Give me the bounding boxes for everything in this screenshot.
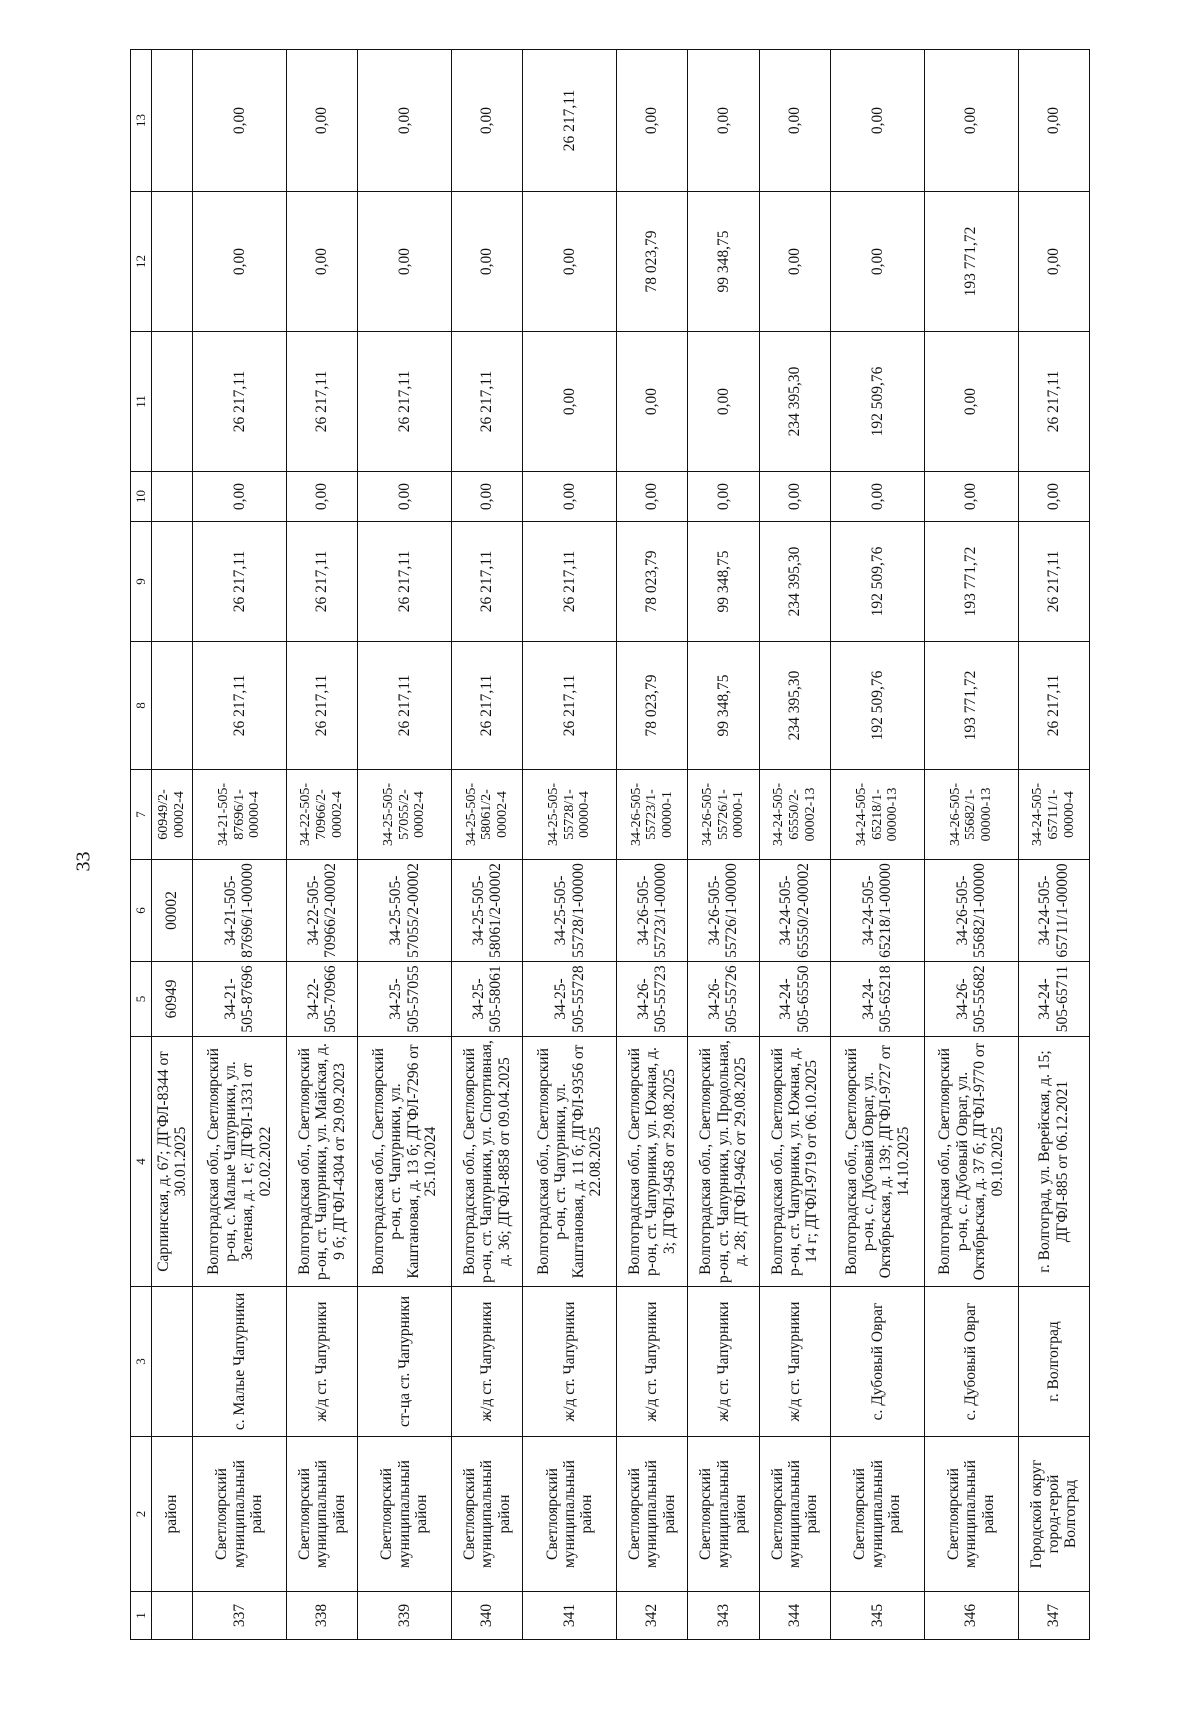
cell: 0,00 (193, 50, 287, 192)
cell (152, 332, 193, 472)
cell: 337 (193, 1592, 287, 1640)
cell: 0,00 (830, 50, 924, 192)
cell: ж/д ст. Чапурники (286, 1287, 357, 1437)
cell: 0,00 (830, 472, 924, 522)
col-number: 8 (131, 642, 152, 770)
cell: 0,00 (759, 192, 830, 332)
cell: 0,00 (358, 192, 452, 332)
cell (152, 192, 193, 332)
col-number: 1 (131, 1592, 152, 1640)
cell: ст-ца ст. Чапурники (358, 1287, 452, 1437)
col-number: 10 (131, 472, 152, 522)
cell: Волгоградская обл., Светлоярский р-он, с. Дубовый Овраг, ул. Октябрьская, д. 139; ДГФЛ-9727 от 14.10.2025 (830, 1037, 924, 1287)
cell: 34-24-505-65550/2-00002 (759, 860, 830, 962)
table-row (617, 50, 688, 1640)
cell: г. Волгоград, ул. Верейская, д. 15; ДГФЛ-885 от 06.12.2021 (1018, 1037, 1089, 1287)
cell: 344 (759, 1592, 830, 1640)
cell: 192 509,76 (830, 642, 924, 770)
cell: 193 771,72 (924, 192, 1018, 332)
cell: 192 509,76 (830, 522, 924, 642)
cell: Волгоградская обл., Светлоярский р-он, ст. Чапурники, ул. Майская, д. 9 б; ДГФЛ-4304 от 29.09.2023 (286, 1037, 357, 1287)
cell: Светлоярский муниципальный район (617, 1437, 688, 1592)
table-row (523, 50, 617, 1640)
cell: 34-25-505-55728/1-00000 (523, 860, 617, 962)
rotated-table-wrapper (130, 50, 1090, 1640)
col-number: 9 (131, 522, 152, 642)
cell: 0,00 (1018, 50, 1089, 192)
cell (152, 1287, 193, 1437)
cell: 34-26-505-55682/1-00000 (924, 860, 1018, 962)
cell: 26 217,11 (523, 642, 617, 770)
cell: 0,00 (688, 472, 759, 522)
col-number: 4 (131, 1037, 152, 1287)
cell: 34-25-505-55728 (523, 962, 617, 1037)
cell: 0,00 (523, 332, 617, 472)
cell: 60949 (152, 962, 193, 1037)
cell: 341 (523, 1592, 617, 1640)
cell: 34-26-505-55682 (924, 962, 1018, 1037)
cell: 78 023,79 (617, 642, 688, 770)
cell: Светлоярский муниципальный район (523, 1437, 617, 1592)
table-row (286, 50, 357, 1640)
column-number-row (131, 50, 152, 1640)
cell: 26 217,11 (1018, 332, 1089, 472)
cell: 34-24-505-65218 (830, 962, 924, 1037)
cell: 347 (1018, 1592, 1089, 1640)
cell: 26 217,11 (358, 642, 452, 770)
cell: Светлоярский муниципальный район (358, 1437, 452, 1592)
cell: 34-26-505-55723/1-00000-1 (617, 770, 688, 860)
cell: 34-22-505-70966/2-00002 (286, 860, 357, 962)
cell: 0,00 (286, 192, 357, 332)
cell: 34-24-505-65550 (759, 962, 830, 1037)
cell: 34-24-505-65218/1-00000 (830, 860, 924, 962)
data-table (130, 49, 1090, 1640)
cell: 60949/2-00002-4 (152, 770, 193, 860)
cell: 78 023,79 (617, 192, 688, 332)
cell: 339 (358, 1592, 452, 1640)
cell: 0,00 (830, 192, 924, 332)
cell: 34-24-505-65711 (1018, 962, 1089, 1037)
cell: Светлоярский муниципальный район (286, 1437, 357, 1592)
cell: район (152, 1437, 193, 1592)
cell: 0,00 (617, 472, 688, 522)
table-row (688, 50, 759, 1640)
cell: 34-25-505-58061/2-00002 (451, 860, 522, 962)
cell: 00002 (152, 860, 193, 962)
page-number: 33 (72, 851, 95, 872)
cell: 0,00 (759, 50, 830, 192)
cell: 34-22-505-70966 (286, 962, 357, 1037)
cell: 34-21-505-87696/1-00000 (193, 860, 287, 962)
cell: 26 217,11 (451, 332, 522, 472)
cell: 26 217,11 (451, 522, 522, 642)
cell: Волгоградская обл., Светлоярский р-он, ст. Чапурники, ул. Каштановая, д. 11 б; ДГФЛ-9356 от 22.08.2025 (523, 1037, 617, 1287)
cell: 34-24-505-65218/1-00000-13 (830, 770, 924, 860)
cell: 338 (286, 1592, 357, 1640)
cell: 34-24-505-65711/1-00000 (1018, 860, 1089, 962)
cell: Светлоярский муниципальный район (830, 1437, 924, 1592)
cell: 34-24-505-65550/2-00002-13 (759, 770, 830, 860)
cell: 343 (688, 1592, 759, 1640)
cell: 193 771,72 (924, 522, 1018, 642)
cell: 0,00 (1018, 192, 1089, 332)
cell: ж/д ст. Чапурники (523, 1287, 617, 1437)
cell (152, 50, 193, 192)
cell: 26 217,11 (451, 642, 522, 770)
cell: 26 217,11 (358, 332, 452, 472)
cell: 0,00 (193, 192, 287, 332)
cell: 0,00 (924, 50, 1018, 192)
col-number: 2 (131, 1437, 152, 1592)
table-row (193, 50, 287, 1640)
table-row (358, 50, 452, 1640)
cell: Волгоградская обл., Светлоярский р-он, ст. Чапурники, ул. Продольная, д. 28; ДГФЛ-9462 от 29.08.2025 (688, 1037, 759, 1287)
cell: 0,00 (924, 472, 1018, 522)
cell: г. Волгоград (1018, 1287, 1089, 1437)
cell: Волгоградская обл., Светлоярский р-он, с. Дубовый Овраг, ул. Октябрьская, д. 37 б; ДГФЛ-9770 от 09.10.2025 (924, 1037, 1018, 1287)
cell: 0,00 (286, 472, 357, 522)
cell: 192 509,76 (830, 332, 924, 472)
cell (152, 642, 193, 770)
table-row (830, 50, 924, 1640)
cell: ж/д ст. Чапурники (688, 1287, 759, 1437)
cell: 26 217,11 (358, 522, 452, 642)
cell: 34-26-505-55723 (617, 962, 688, 1037)
cell: 0,00 (523, 192, 617, 332)
cell: 0,00 (523, 472, 617, 522)
cell: 26 217,11 (1018, 642, 1089, 770)
col-number: 7 (131, 770, 152, 860)
cell: 0,00 (617, 332, 688, 472)
cell: 34-26-505-55726 (688, 962, 759, 1037)
cell: 34-22-505-70966/2-00002-4 (286, 770, 357, 860)
cell: Волгоградская обл., Светлоярский р-он, ст. Чапурники, ул. Южная, д. 14 г; ДГФЛ-9719 от 06.10.2025 (759, 1037, 830, 1287)
cell: 26 217,11 (286, 332, 357, 472)
cell: 26 217,11 (193, 332, 287, 472)
cell: 0,00 (193, 472, 287, 522)
col-number: 6 (131, 860, 152, 962)
table-row (1018, 50, 1089, 1640)
cell: 234 395,30 (759, 642, 830, 770)
cell: 0,00 (451, 472, 522, 522)
cell: 99 348,75 (688, 642, 759, 770)
cell: 0,00 (451, 192, 522, 332)
cell (152, 522, 193, 642)
cell: 34-24-505-65711/1-00000-4 (1018, 770, 1089, 860)
cell: 34-25-505-57055/2-00002-4 (358, 770, 452, 860)
cell (152, 1592, 193, 1640)
cell: Светлоярский муниципальный район (924, 1437, 1018, 1592)
col-number: 13 (131, 50, 152, 192)
col-number: 11 (131, 332, 152, 472)
cell: 34-25-505-55728/1-00000-4 (523, 770, 617, 860)
col-number: 5 (131, 962, 152, 1037)
cell: Светлоярский муниципальный район (759, 1437, 830, 1592)
cell: 234 395,30 (759, 332, 830, 472)
col-number: 3 (131, 1287, 152, 1437)
cell: Светлоярский муниципальный район (193, 1437, 287, 1592)
cell: ж/д ст. Чапурники (617, 1287, 688, 1437)
cell: 0,00 (1018, 472, 1089, 522)
cell: Волгоградская обл., Светлоярский р-он, ст. Чапурники, ул. Спортивная, д. 36; ДГФЛ-8858 от 09.04.2025 (451, 1037, 522, 1287)
cell: Волгоградская обл., Светлоярский р-он, с. Малые Чапурники, ул. Зеленая, д. 1 е; ДГФЛ-1331 от 02.02.2022 (193, 1037, 287, 1287)
cell: 342 (617, 1592, 688, 1640)
cell: ж/д ст. Чапурники (759, 1287, 830, 1437)
continuation-row (152, 50, 193, 1640)
cell: 0,00 (688, 332, 759, 472)
cell: с. Дубовый Овраг (924, 1287, 1018, 1437)
cell: 34-25-505-57055/2-00002 (358, 860, 452, 962)
cell: 26 217,11 (523, 522, 617, 642)
cell: 0,00 (617, 50, 688, 192)
cell: Городской округ город-герой Волгоград (1018, 1437, 1089, 1592)
cell: 0,00 (358, 472, 452, 522)
cell: 193 771,72 (924, 642, 1018, 770)
cell: 34-21-505-87696 (193, 962, 287, 1037)
cell: Сарпинская, д. 67; ДГФЛ-8344 от 30.01.2025 (152, 1037, 193, 1287)
cell: 340 (451, 1592, 522, 1640)
cell: 99 348,75 (688, 522, 759, 642)
cell: Волгоградская обл., Светлоярский р-он, ст. Чапурники, ул. Каштановая, д. 13 б; ДГФЛ-7296 от 25.10.2024 (358, 1037, 452, 1287)
cell: 34-26-505-55723/1-00000 (617, 860, 688, 962)
cell: 26 217,11 (193, 642, 287, 770)
table-row (451, 50, 522, 1640)
cell: 78 023,79 (617, 522, 688, 642)
cell: 26 217,11 (1018, 522, 1089, 642)
cell: 34-26-505-55726/1-00000-1 (688, 770, 759, 860)
cell: 26 217,11 (286, 642, 357, 770)
cell: 346 (924, 1592, 1018, 1640)
cell: Светлоярский муниципальный район (451, 1437, 522, 1592)
cell: 0,00 (358, 50, 452, 192)
cell: Волгоградская обл., Светлоярский р-он, ст. Чапурники, ул. Южная, д. 3; ДГФЛ-9458 от 29.08.2025 (617, 1037, 688, 1287)
cell: Светлоярский муниципальный район (688, 1437, 759, 1592)
cell: 34-21-505-87696/1-00000-4 (193, 770, 287, 860)
table-row (759, 50, 830, 1640)
cell: 34-26-505-55682/1-00000-13 (924, 770, 1018, 860)
cell: 0,00 (688, 50, 759, 192)
cell (152, 472, 193, 522)
cell: 0,00 (759, 472, 830, 522)
cell: с. Малые Чапурники (193, 1287, 287, 1437)
cell: 345 (830, 1592, 924, 1640)
cell: 0,00 (286, 50, 357, 192)
cell: 34-25-505-58061/2-00002-4 (451, 770, 522, 860)
cell: 26 217,11 (193, 522, 287, 642)
cell: ж/д ст. Чапурники (451, 1287, 522, 1437)
cell: 234 395,30 (759, 522, 830, 642)
cell: 99 348,75 (688, 192, 759, 332)
cell: 34-26-505-55726/1-00000 (688, 860, 759, 962)
cell: 0,00 (451, 50, 522, 192)
cell: с. Дубовый Овраг (830, 1287, 924, 1437)
table-row (924, 50, 1018, 1640)
cell: 26 217,11 (523, 50, 617, 192)
cell: 26 217,11 (286, 522, 357, 642)
cell: 34-25-505-58061 (451, 962, 522, 1037)
cell: 34-25-505-57055 (358, 962, 452, 1037)
col-number: 12 (131, 192, 152, 332)
cell: 0,00 (924, 332, 1018, 472)
